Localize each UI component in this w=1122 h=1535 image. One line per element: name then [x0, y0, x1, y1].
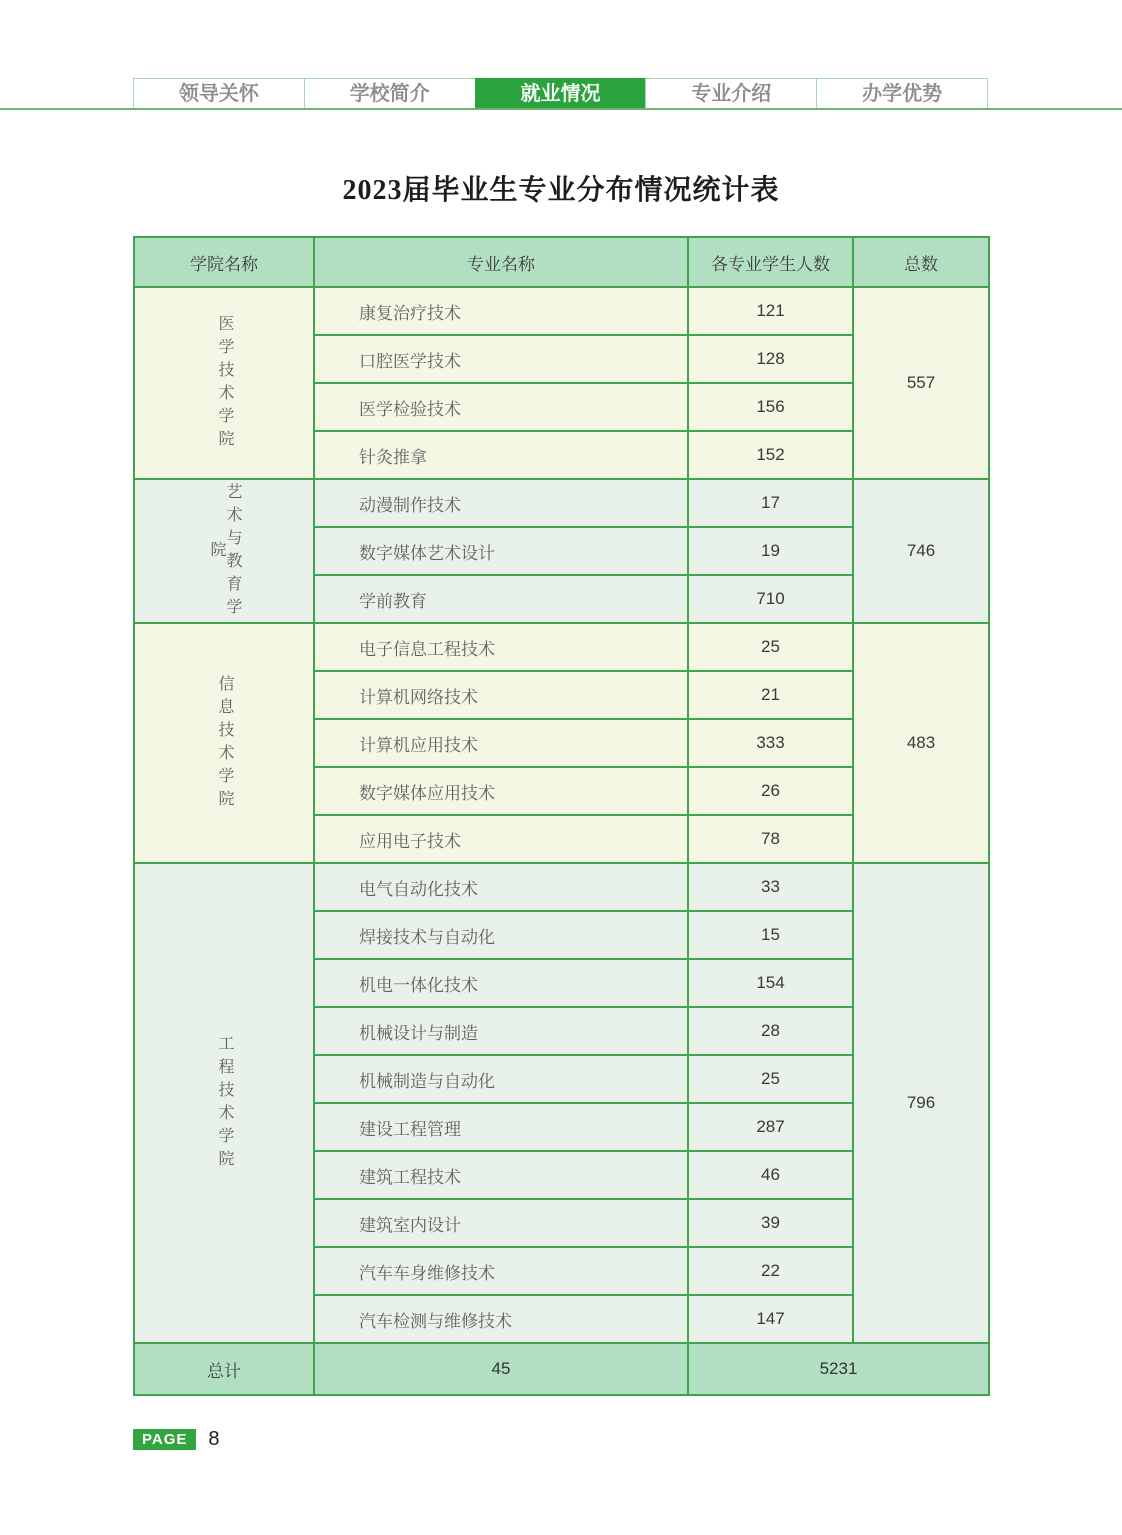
major-name-cell: 康复治疗技术	[314, 287, 688, 335]
header-college: 学院名称	[134, 237, 314, 287]
major-count-cell: 39	[688, 1199, 853, 1247]
major-name-cell: 建设工程管理	[314, 1103, 688, 1151]
college-total-cell: 483	[853, 623, 989, 863]
major-count-cell: 46	[688, 1151, 853, 1199]
table-row	[134, 287, 989, 335]
major-count-cell: 121	[688, 287, 853, 335]
major-name-cell: 医学检验技术	[314, 383, 688, 431]
major-name-cell: 计算机网络技术	[314, 671, 688, 719]
college-name-vertical: 艺术与教育学院	[208, 483, 241, 621]
tab-2[interactable]: 学校简介	[304, 78, 476, 110]
table-row	[134, 863, 989, 911]
college-total-cell: 557	[853, 287, 989, 479]
table-body	[134, 287, 989, 1343]
major-count-cell: 17	[688, 479, 853, 527]
page-title: 2023届毕业生专业分布情况统计表	[342, 175, 780, 206]
major-name-cell: 口腔医学技术	[314, 335, 688, 383]
major-count-cell: 22	[688, 1247, 853, 1295]
major-count-cell: 28	[688, 1007, 853, 1055]
major-count-cell: 15	[688, 911, 853, 959]
header-major: 专业名称	[314, 237, 688, 287]
table-row	[134, 623, 989, 671]
major-count-cell: 710	[688, 575, 853, 623]
major-count-cell: 152	[688, 431, 853, 479]
major-count-cell: 147	[688, 1295, 853, 1343]
college-total-cell: 796	[853, 863, 989, 1343]
major-count-cell: 78	[688, 815, 853, 863]
page-badge: PAGE	[133, 1429, 196, 1450]
total-row-label: 总计	[134, 1343, 314, 1395]
major-count-cell: 128	[688, 335, 853, 383]
major-name-cell: 机械设计与制造	[314, 1007, 688, 1055]
header-total: 总数	[853, 237, 989, 287]
major-name-cell: 机械制造与自动化	[314, 1055, 688, 1103]
major-name-cell: 计算机应用技术	[314, 719, 688, 767]
major-name-cell: 焊接技术与自动化	[314, 911, 688, 959]
college-name-vertical: 工程技术学院	[216, 1035, 233, 1173]
tab-3-active[interactable]: 就业情况	[475, 78, 647, 110]
major-count-cell: 287	[688, 1103, 853, 1151]
college-name-cell	[134, 479, 314, 623]
statistics-table-wrap	[133, 236, 988, 1396]
major-name-cell: 数字媒体艺术设计	[314, 527, 688, 575]
major-count-cell: 156	[688, 383, 853, 431]
major-count-cell: 21	[688, 671, 853, 719]
major-name-cell: 电气自动化技术	[314, 863, 688, 911]
total-student-count: 5231	[688, 1343, 989, 1395]
page-number: 8	[208, 1428, 220, 1450]
college-name-vertical: 信息技术学院	[216, 675, 233, 813]
table-total-row	[134, 1343, 989, 1395]
table-header-row	[134, 237, 989, 287]
major-name-cell: 针灸推拿	[314, 431, 688, 479]
tab-bar	[133, 78, 988, 110]
tab-4[interactable]: 专业介绍	[645, 78, 817, 110]
major-name-cell: 汽车检测与维修技术	[314, 1295, 688, 1343]
major-name-cell: 数字媒体应用技术	[314, 767, 688, 815]
major-count-cell: 154	[688, 959, 853, 1007]
major-name-cell: 学前教育	[314, 575, 688, 623]
statistics-table	[133, 236, 990, 1396]
header-count: 各专业学生人数	[688, 237, 853, 287]
major-count-cell: 25	[688, 1055, 853, 1103]
major-count-cell: 333	[688, 719, 853, 767]
major-name-cell: 建筑室内设计	[314, 1199, 688, 1247]
college-name-cell	[134, 863, 314, 1343]
college-name-cell	[134, 287, 314, 479]
major-count-cell: 25	[688, 623, 853, 671]
college-name-cell	[134, 623, 314, 863]
tab-5[interactable]: 办学优势	[816, 78, 988, 110]
major-name-cell: 建筑工程技术	[314, 1151, 688, 1199]
major-name-cell: 动漫制作技术	[314, 479, 688, 527]
total-major-count: 45	[314, 1343, 688, 1395]
major-count-cell: 26	[688, 767, 853, 815]
header-divider-line	[0, 108, 1122, 110]
major-count-cell: 19	[688, 527, 853, 575]
college-name-vertical: 医学技术学院	[216, 315, 233, 453]
major-name-cell: 应用电子技术	[314, 815, 688, 863]
major-name-cell: 汽车车身维修技术	[314, 1247, 688, 1295]
table-row	[134, 479, 989, 527]
major-count-cell: 33	[688, 863, 853, 911]
major-name-cell: 电子信息工程技术	[314, 623, 688, 671]
major-name-cell: 机电一体化技术	[314, 959, 688, 1007]
tab-1[interactable]: 领导关怀	[133, 78, 305, 110]
page-footer	[133, 1428, 220, 1451]
college-total-cell: 746	[853, 479, 989, 623]
